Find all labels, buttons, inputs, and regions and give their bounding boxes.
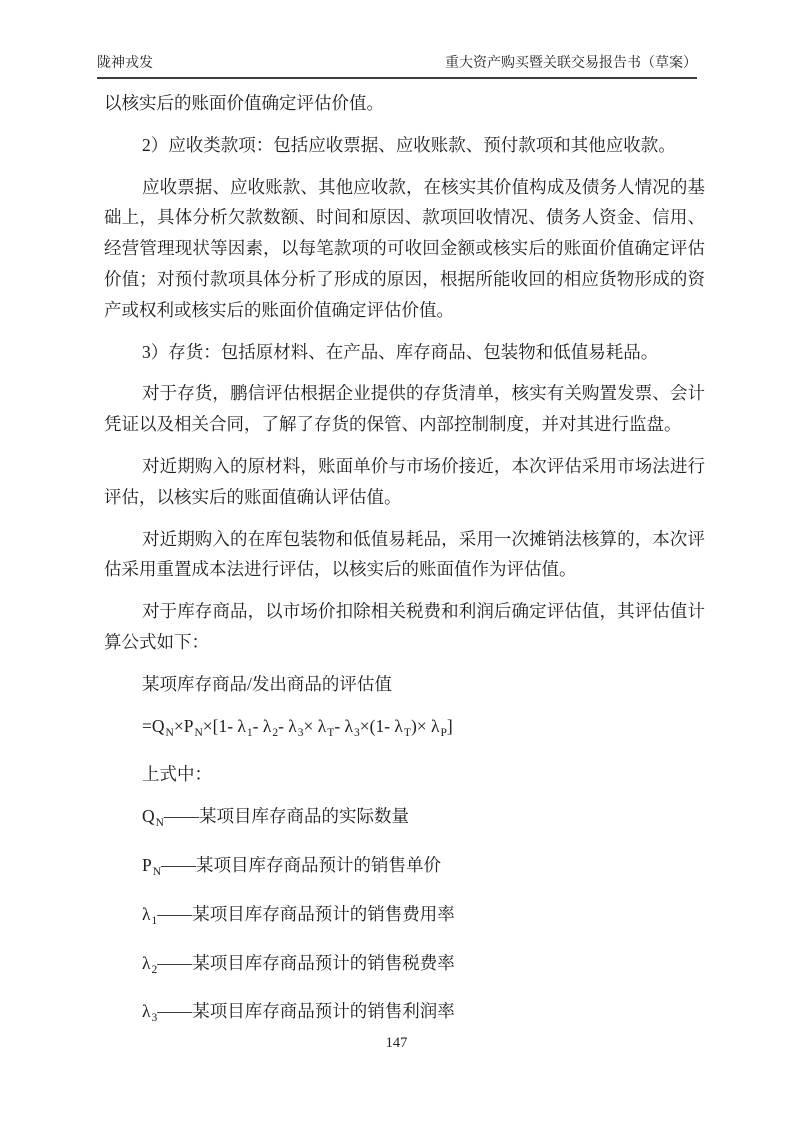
- formula-text: - λ: [334, 715, 354, 736]
- subscript: N: [155, 817, 164, 830]
- subscript: 3: [297, 726, 304, 739]
- subscript: T: [327, 726, 335, 739]
- page-number: 147: [385, 1035, 408, 1051]
- formula-text: λ: [142, 952, 151, 973]
- formula-legend-intro: 上式中：: [142, 764, 212, 785]
- page-footer: [0, 1034, 793, 1052]
- formula-text: ]: [446, 715, 453, 736]
- formula-text: ——某项目库存商品的实际数量: [163, 806, 409, 827]
- definition-qn: [104, 801, 705, 839]
- page-header: [97, 56, 697, 79]
- formula-text: P: [142, 854, 152, 875]
- formula-text: ×P: [173, 715, 194, 736]
- paragraph-inventory-verification: 对于存货，鹏信评估根据企业提供的存货清单，核实有关购置发票、会计凭证以及相关合同，了解了存货的保管、内部控制制度，并对其进行监盘。: [104, 383, 705, 435]
- subscript: 3: [354, 726, 360, 739]
- subscript: N: [194, 726, 203, 739]
- paragraph-packaging-materials: 对近期购入的在库包装物和低值易耗品，采用一次摊销法核算的，本次评估采用重置成本法进行评估，以核实后的账面值作为评估值。: [104, 528, 705, 580]
- formula-text: =Q: [142, 715, 165, 736]
- paragraph-raw-materials: 对近期购入的原材料，账面单价与市场价接近，本次评估采用市场法进行评估，以核实后的账面值确认评估值。: [104, 455, 705, 507]
- subscript: 1: [246, 726, 253, 739]
- formula-text: λ: [142, 1001, 151, 1022]
- subscript: N: [152, 865, 162, 878]
- paragraph-item-2-receivables: 2）应收类款项：包括应收票据、应收账款、预付款项和其他应收款。: [142, 134, 676, 155]
- document-body: [104, 88, 705, 1045]
- subscript: T: [403, 726, 411, 739]
- formula-text: ——某项目库存商品预计的销售单价: [161, 854, 442, 875]
- formula-text: Q: [142, 806, 155, 827]
- formula-text: - λ: [278, 715, 297, 736]
- formula-text: ——某项目库存商品预计的销售税费率: [157, 952, 455, 973]
- formula-text: × λ: [303, 715, 327, 736]
- formula-text: λ: [142, 903, 151, 924]
- formula-text: ——某项目库存商品预计的销售费用率: [157, 903, 455, 924]
- formula-text: )× λ: [410, 715, 440, 736]
- subscript: P: [440, 726, 447, 739]
- subscript: 1: [151, 914, 158, 927]
- paragraph-continuation: 以核实后的账面价值确定评估价值。: [104, 93, 384, 113]
- formula-text: ——某项目库存商品预计的销售利润率: [157, 1001, 455, 1022]
- definition-lambda1: [104, 899, 705, 937]
- paragraph-receivables-detail: 应收票据、应收账款、其他应收款，在核实其价值构成及债务人情况的基础上，具体分析欠款数额、时间和原因、款项回收情况、债务人资金、信用、经营管理现状等因素，以每笔款项的可收回金额或核实后的账面价值确定评估价值；对预付款项具体分析了形成的原因，根据所能收回的相应货物形成的资产或权利或核实后的账面价值确定评估价值。: [104, 176, 705, 320]
- definition-lambda2: [104, 948, 705, 986]
- definition-lambda3: [104, 996, 705, 1034]
- paragraph-item-3-inventory: 3）存货：包括原材料、在产品、库存商品、包装物和低值易耗品。: [142, 341, 659, 362]
- subscript: 2: [151, 963, 158, 976]
- subscript: 3: [151, 1012, 158, 1025]
- formula-text: ×[1- λ: [202, 715, 246, 736]
- subscript: N: [165, 726, 174, 739]
- header-right-title: 重大资产购买暨关联交易报告书（草案）: [445, 56, 697, 71]
- subscript: 2: [272, 726, 279, 739]
- definition-pn: [104, 850, 705, 888]
- formula-text: - λ: [252, 715, 272, 736]
- formula-title-line: 某项库存商品/发出商品的评估值: [142, 673, 392, 694]
- formula-text: ×(1- λ: [359, 715, 403, 736]
- paragraph-stock-goods-method: 对于库存商品，以市场价扣除相关税费和利润后确定评估值，其评估值计算公式如下：: [104, 601, 705, 652]
- header-left-title: 陇神戎发: [97, 56, 153, 71]
- valuation-formula: [104, 711, 705, 749]
